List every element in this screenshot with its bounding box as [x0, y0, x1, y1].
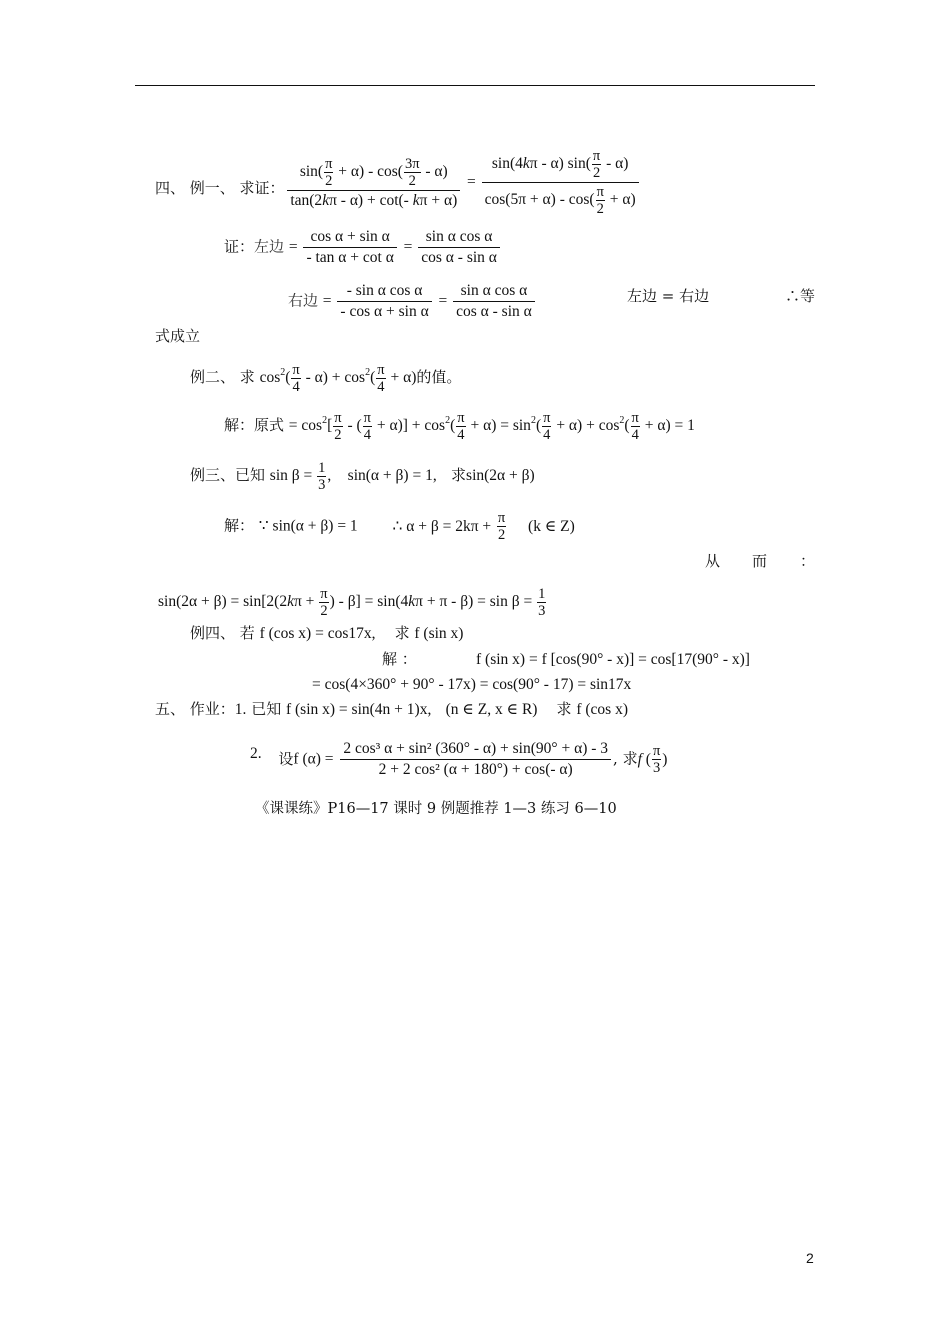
example-3: 例三、已知 sin β = $\frac{1}{3}$ , sin(α + β) = 1, 求sin(2α + β): [190, 460, 535, 493]
example-3-solution: 解： ∵ sin(α + β) = 1 ∴ α + β = 2kπ + $\frac{\pi}{2}$ (k ∈ Z): [224, 510, 575, 543]
page-number: 2: [806, 1250, 814, 1266]
example-1-statement: 四、 例一、 求证： sin( $\frac{\pi}{2}$ + α) - cos( $\frac{3\pi}{2}$ - α) tan(2kπ - α) + cot(- kπ + α) = sin(4kπ - α) sin( $\frac{\pi}{2}$ - α) cos(5π + α) - cos( $\frac{\pi}{2}$ + α): [155, 148, 641, 217]
example-4-line1: f (sin x) = f [cos(90° - x)] = cos[17(90° - x)]: [476, 651, 750, 668]
proof-conclusion: 左边 = 右边: [627, 287, 710, 305]
example-4: 例四、 若 f (cos x) = cos17x, 求 f (sin x): [190, 624, 464, 642]
rhs-fraction: sin(4kπ - α) sin( $\frac{\pi}{2}$ - α) cos(5π + α) - cos( $\frac{\pi}{2}$ + α): [482, 148, 639, 217]
course-reference: 《课课练》P16—17 课时 9 例题推荐 1—3 练习 6—10: [255, 801, 617, 817]
proof-right-side: 右边 = $\frac{\text{- sin α cos α}}{\text{- cos α + sin α}}$ = $\frac{\text{sin α cos α}}{\text{cos α - sin α}}$: [288, 282, 537, 321]
header-rule: [135, 85, 815, 86]
section-4-label: 四、 例一、 求证：: [155, 178, 285, 197]
homework-1: 五、 作业：1. 已知 f (sin x) = sin(4n + 1)x, (n ∈ Z, x ∈ R) 求 f (cos x): [155, 700, 628, 718]
homework-2: 2. 设f (α) = $\frac{\text{2 cos³ α + sin² (360° - α) + sin(90° + α) - 3}}{\text{2 + 2 cos² (α + 180°) + cos(- α)}}$ , 求f ( $\frac{\pi}{3}$ ): [250, 740, 668, 778]
lhs-fraction: sin( $\frac{\pi}{2}$ + α) - cos( $\frac{3\pi}{2}$ - α) tan(2kπ - α) + cot(- kπ + α): [287, 156, 460, 210]
proof-left-side: 证：左边 = $\frac{\text{cos α + sin α}}{\text{- tan α + cot α}}$ = $\frac{\text{sin α cos α}}{\text{cos α - sin α}}$: [224, 228, 502, 267]
example-2-solution: 解：原式 = $\cos^2$[ $\frac{\pi}{2}$ - ( $\frac{\pi}{4}$ + $\alpha)] + \cos^2$( $\frac{\pi}{4}$ + $\alpha) = \sin^2$( $\frac{\pi}{4}$ + $\alpha) + \cos^2$( $\frac{\pi}{4}$ + α) = 1: [224, 410, 695, 443]
example-4-line2: = cos(4×360° + 90° - 17x) = cos(90° - 17) = sin17x: [312, 676, 632, 693]
therefore-symbol: ∴等: [785, 287, 816, 305]
proof-tail: 式成立: [155, 327, 201, 345]
example-3-result: sin(2α + β) = sin[2(2kπ + $\frac{\pi}{2}$ ) - β] = sin(4kπ + π - β) = sin β = $\frac{1}{3}$: [158, 586, 546, 619]
example-2: 例二、 求 $\cos^2$( $\frac{\pi}{4}$ - $\alpha) + \cos^2$( $\frac{\pi}{4}$ + α)的值。: [190, 362, 462, 395]
